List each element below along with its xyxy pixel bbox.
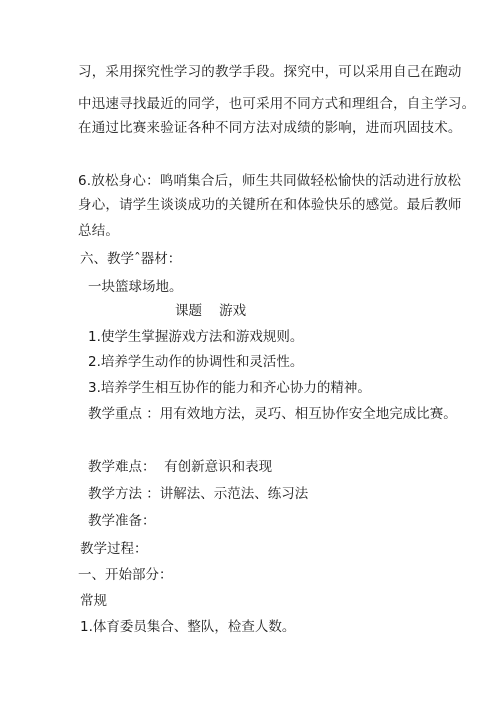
paragraph-2-line-1: 6.放松身心：鸣哨集合后，师生共同做轻松愉快的活动进行放松 xyxy=(78,173,462,189)
teaching-process: 教学过程： xyxy=(80,541,148,557)
paragraph-2-line-2: 身心，请学生谈谈成功的关键所在和体验快乐的感觉。最后教师 xyxy=(78,197,462,213)
teaching-preparation: 教学准备： xyxy=(88,513,156,529)
paragraph-2-line-3: 总结。 xyxy=(78,223,120,239)
paragraph-1-line-1: 习，采用探究性学习的教学手段。探究中，可以采用自己在跑动 xyxy=(78,64,462,80)
paragraph-1-line-2: 中迅速寻找最近的同学，也可采用不同方式和理组合，自主学习。 xyxy=(78,96,476,112)
equipment-text: 一块篮球场地。 xyxy=(88,279,183,295)
teaching-method: 教学方法 ：讲解法、示范法、练习法 xyxy=(88,486,309,502)
objective-3: 3.培养学生相互协作的能力和齐心协力的精神。 xyxy=(88,380,371,396)
objective-1: 1.使学生掌握游戏方法和游戏规则。 xyxy=(88,329,304,345)
paragraph-1-line-3: 在通过比赛来验证各种不同方法对成绩的影响，进而巩固技术。 xyxy=(78,120,462,136)
objective-2: 2.培养学生动作的协调性和灵活性。 xyxy=(88,354,304,370)
key-point: 教学重点 ：用有效地方法，灵巧、相互协作安全地完成比赛。 xyxy=(88,406,457,422)
section-6-heading: 六、教学ˆ器材： xyxy=(80,251,182,267)
lesson-title: 课题 游戏 xyxy=(175,303,247,319)
part-1-heading: 一、开始部分： xyxy=(78,567,173,583)
difficulty: 教学难点： 有创新意识和表现 xyxy=(88,459,273,475)
step-1: 1.体育委员集合、整队，检查人数。 xyxy=(80,619,296,635)
routine-label: 常规 xyxy=(80,593,107,609)
